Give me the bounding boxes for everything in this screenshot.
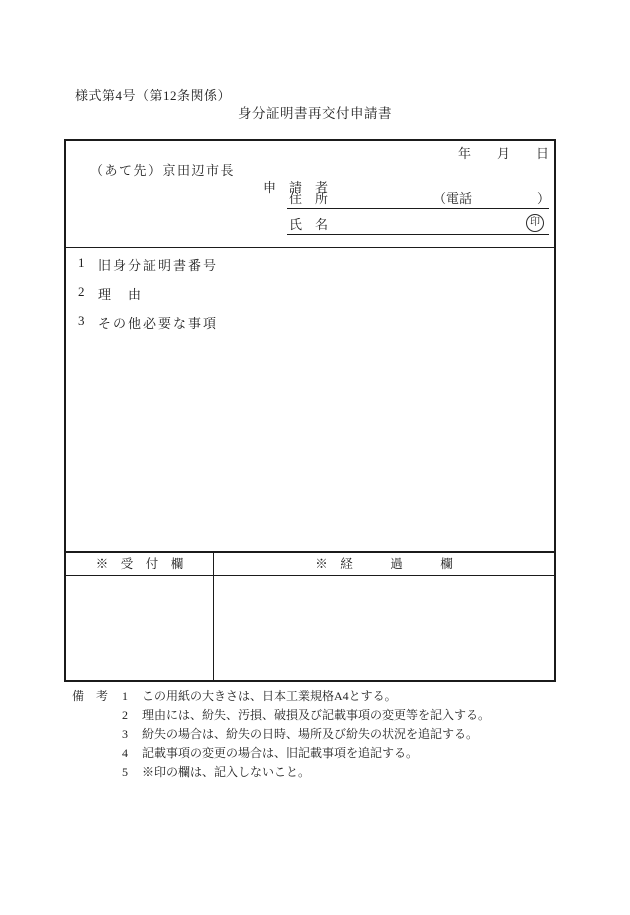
- application-form-table: [64, 139, 556, 682]
- remark-text: この用紙の大きさは、日本工業規格A4とする。: [142, 689, 397, 703]
- address-field: [287, 190, 549, 209]
- remark-text: 理由には、紛失、汚損、破損及び記載事項の変更等を記入する。: [142, 708, 491, 722]
- office-header-row: [66, 553, 554, 576]
- remark-row: [72, 725, 490, 744]
- item-label: その他必要な事項: [98, 316, 219, 331]
- remark-number: 3: [122, 727, 128, 741]
- item-number: 3: [78, 313, 85, 328]
- remarks-section: [72, 687, 490, 782]
- phone-close-paren: ）: [537, 191, 551, 206]
- page-title: 身分証明書再交付申請書: [238, 106, 392, 121]
- progress-cell: [214, 576, 554, 680]
- seal-mark-icon: 印: [526, 214, 544, 232]
- remark-row: [72, 706, 490, 725]
- date-line: 年 月 日: [457, 146, 549, 161]
- applicant-label: 申 請 者: [263, 180, 329, 195]
- item-number: 1: [78, 255, 85, 270]
- phone-label: （電話: [433, 191, 473, 206]
- item-number: 2: [78, 284, 85, 299]
- remark-text: ※印の欄は、記入しないこと。: [142, 765, 311, 779]
- remark-text: 紛失の場合は、紛失の日時、場所及び紛失の状況を追記する。: [142, 727, 479, 741]
- remark-number: 5: [122, 765, 128, 779]
- remark-number: 2: [122, 708, 128, 722]
- remark-row: [72, 687, 490, 706]
- item-reason: [78, 284, 143, 303]
- item-label: 理 由: [98, 287, 144, 302]
- name-label: 氏 名: [289, 217, 329, 232]
- name-field: [287, 216, 549, 235]
- item-old-certificate-number: [78, 255, 218, 274]
- form-number: 様式第4号（第12条関係）: [75, 88, 232, 103]
- header-divider: [66, 247, 554, 248]
- office-use-section: [66, 551, 554, 680]
- remark-text: 記載事項の変更の場合は、旧記載事項を追記する。: [142, 746, 419, 760]
- remarks-label: 備 考: [72, 689, 109, 703]
- remark-row: [72, 744, 490, 763]
- reception-cell: [66, 576, 214, 680]
- address-label: 住 所: [289, 191, 329, 206]
- remark-number: 1: [122, 689, 128, 703]
- remark-row: [72, 763, 490, 782]
- progress-column-header: ※ 経 過 欄: [315, 557, 453, 571]
- office-body-row: [66, 576, 554, 680]
- addressee-label: （あて先）京田辺市長: [90, 163, 236, 178]
- remark-number: 4: [122, 746, 128, 760]
- item-other-necessary-matters: [78, 313, 218, 332]
- item-label: 旧身分証明書番号: [98, 258, 219, 273]
- reception-column-header: ※ 受 付 欄: [66, 553, 214, 575]
